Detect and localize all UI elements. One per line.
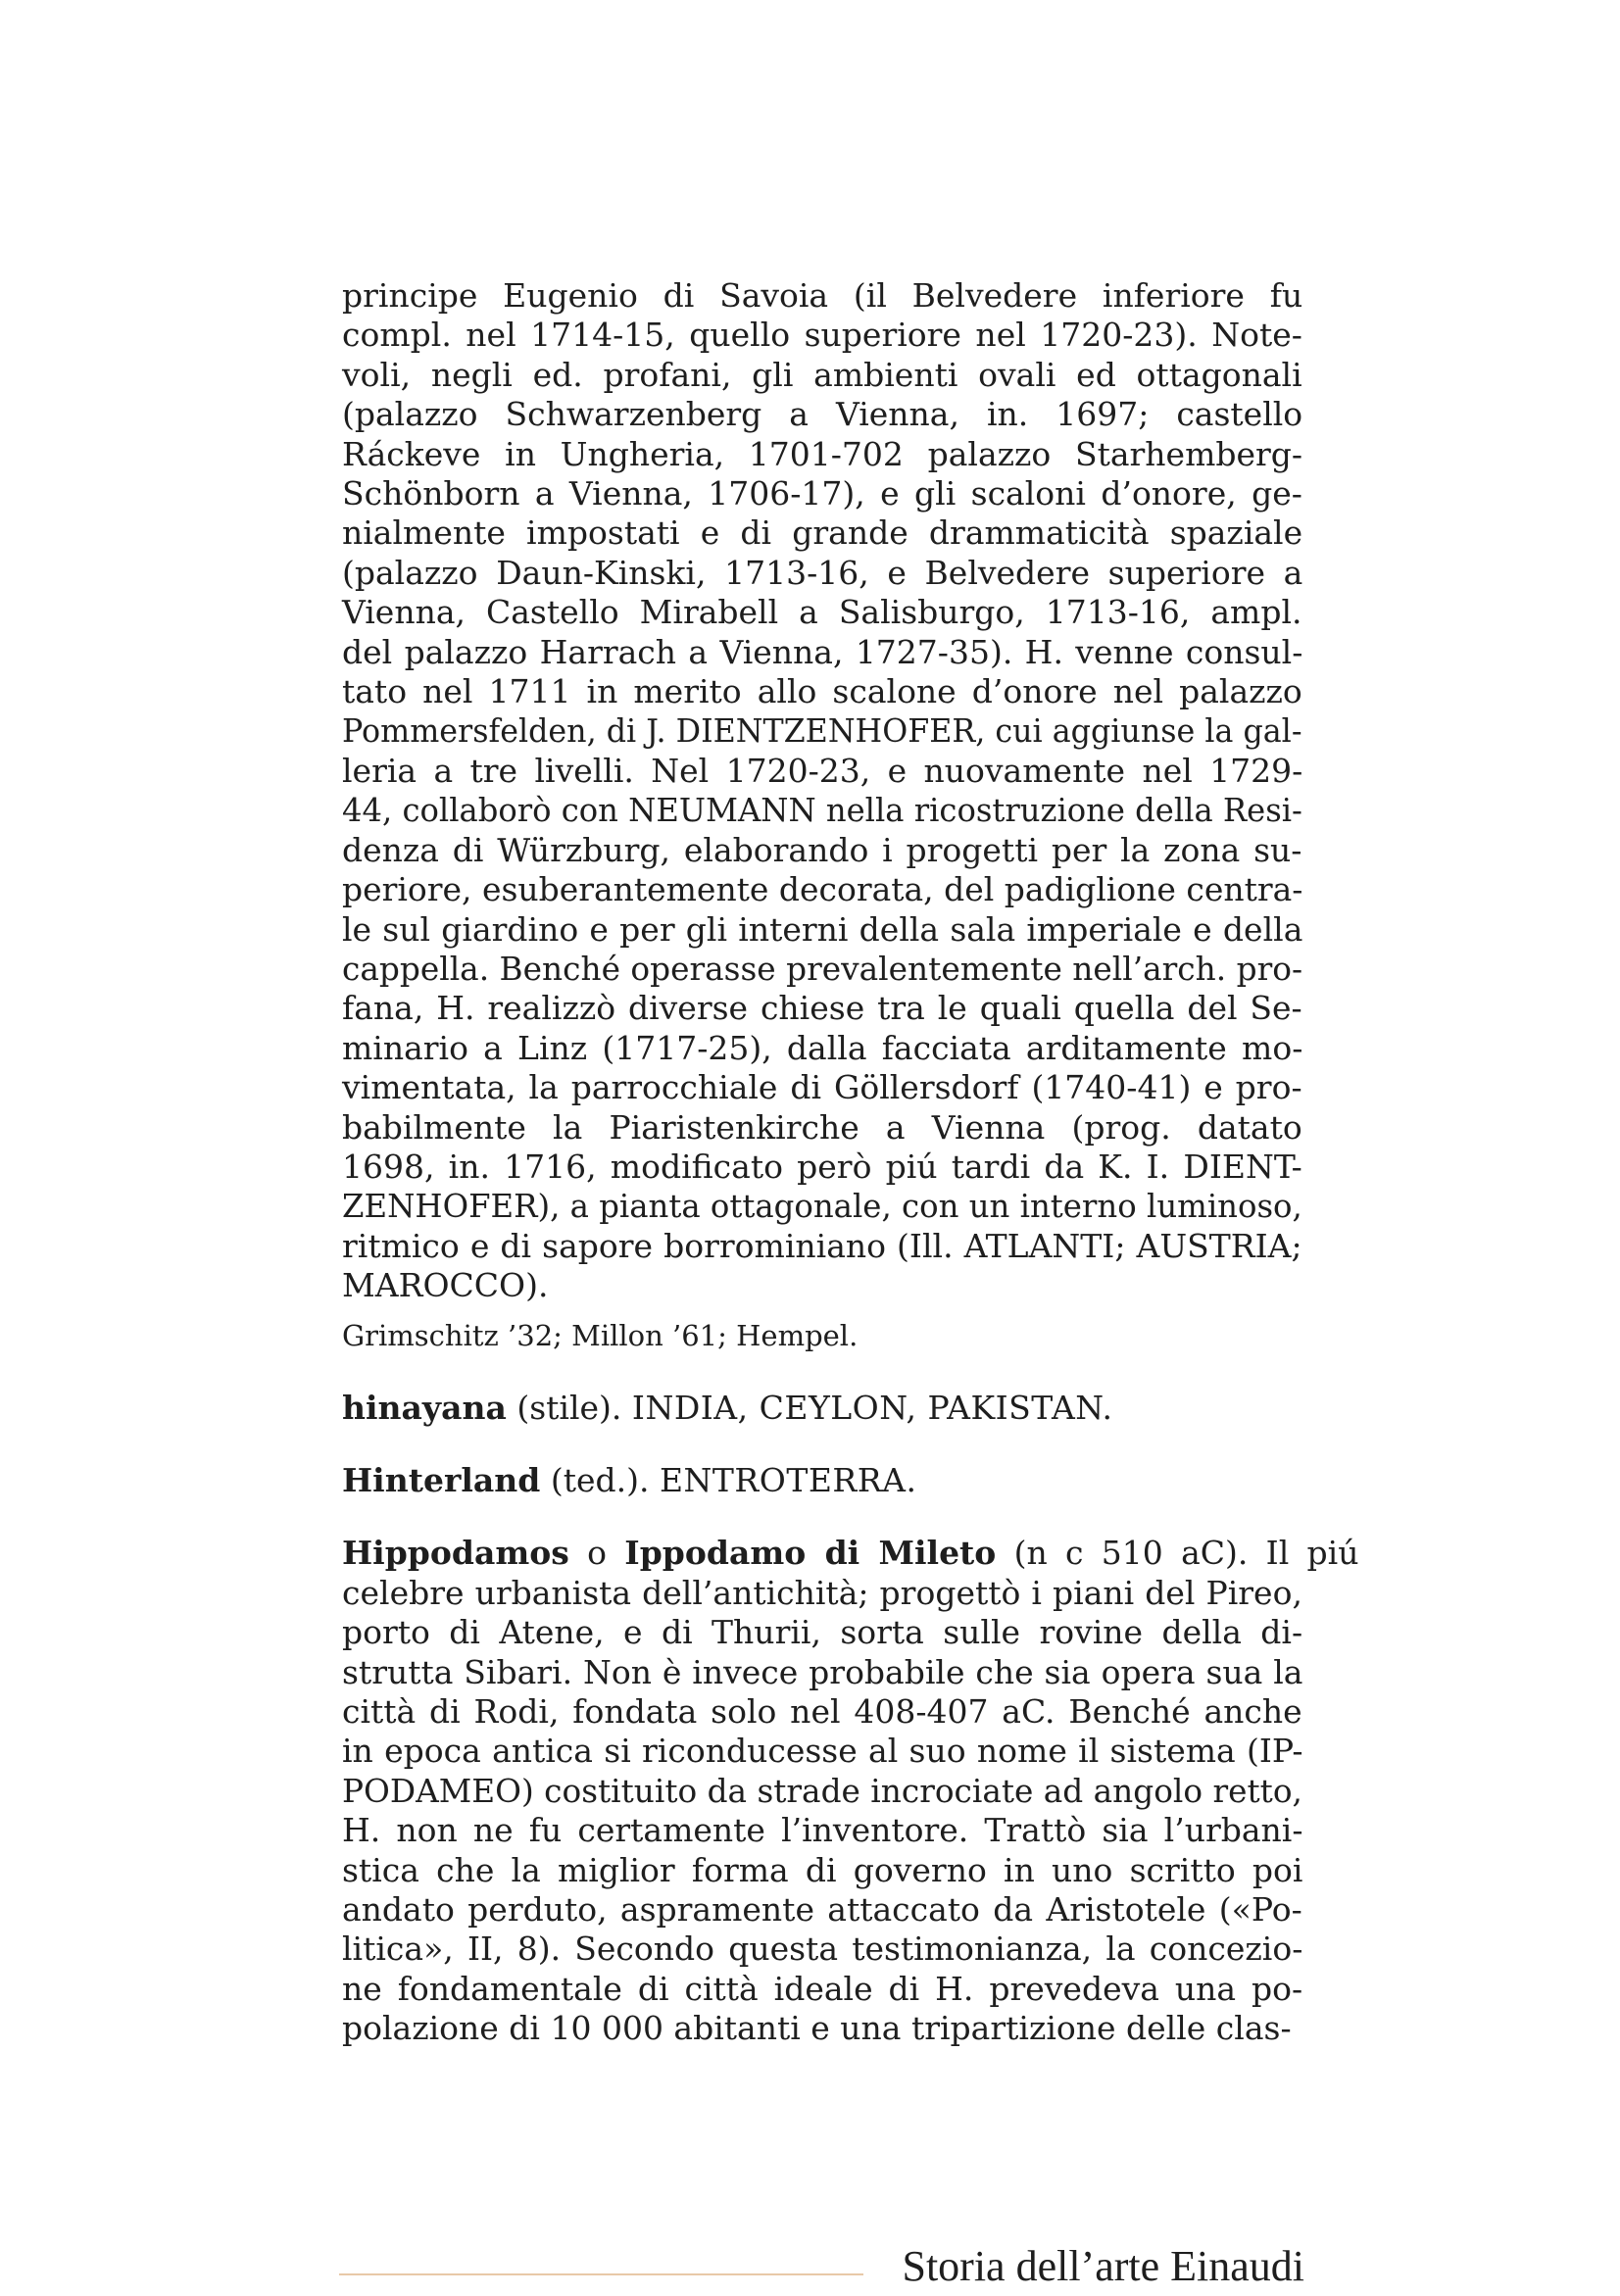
text-line: tato nel 1711 in merito allo scalone d’onore nel palazzo — [342, 672, 1302, 711]
text-line: porto di Atene, e di Thurii, sorta sulle rovine della di- — [342, 1613, 1303, 1652]
text-line: MAROCCO). — [342, 1266, 549, 1305]
entry-qualifier: (ted.). — [540, 1460, 660, 1499]
footer-title: Storia dell’arte Einaudi — [902, 2242, 1304, 2290]
text-line: Vienna, Castello Mirabell a Salisburgo, 1713-16, ampl. — [342, 593, 1302, 632]
entry-headword: Hinterland — [342, 1460, 541, 1499]
entry-headword: Hippodamos — [342, 1534, 569, 1573]
text-line: strutta Sibari. Non è invece probabile che sia opera sua la — [342, 1652, 1303, 1691]
text-line: cappella. Benché operasse prevalentemente nell’arch. pro- — [342, 949, 1303, 988]
text-line: compl. nel 1714-15, quello superiore nel 1720-23). Note- — [342, 316, 1302, 355]
continuation-paragraph — [342, 276, 1302, 1306]
text-line: fana, H. realizzò diverse chiese tra le quali quella del Se- — [342, 989, 1302, 1028]
entry-text: (n c 510 aC). Il piú — [996, 1534, 1359, 1573]
text-line: principe Eugenio di Savoia (il Belvedere inferiore fu — [342, 276, 1303, 315]
entry-connector: o — [568, 1534, 625, 1573]
page-footer — [339, 2237, 1304, 2296]
footer-rule — [339, 2273, 863, 2275]
text-line: del palazzo Harrach a Vienna, 1727-35). H. venne consul- — [342, 632, 1303, 671]
text-line: leria a tre livelli. Nel 1720-23, e nuovamente nel 1729- — [342, 751, 1303, 790]
text-line: ZENHOFER), a pianta ottagonale, con un interno luminoso, — [342, 1187, 1302, 1226]
text-line: le sul giardino e per gli interni della sala imperiale e della — [342, 909, 1303, 949]
text-line: ne fondamentale di città ideale di H. prevedeva una po- — [342, 1969, 1303, 2008]
text-line: (palazzo Daun-Kinski, 1713-16, e Belvedere superiore a — [342, 553, 1303, 592]
text-line: in epoca antica si riconducesse al suo nome il sistema (IP- — [342, 1732, 1303, 1771]
text-line: stica che la miglior forma di governo in uno scritto poi — [342, 1850, 1303, 1889]
text-line: andato perduto, aspramente attaccato da Aristotele («Po- — [342, 1890, 1302, 1930]
text-line: Schönborn a Vienna, 1706-17), e gli scaloni d’onore, ge- — [342, 474, 1302, 513]
cross-reference: ENTROTERRA. — [659, 1460, 917, 1499]
entry-headword: Ippodamo di Mileto — [624, 1534, 997, 1573]
cross-reference: INDIA, CEYLON, PAKISTAN. — [631, 1388, 1113, 1427]
text-line: PODAMEO) costituito da strade incrociate ad angolo retto, — [342, 1771, 1302, 1810]
entry-qualifier: (stile). — [506, 1388, 632, 1427]
text-line — [342, 1534, 1359, 1573]
text-line: minario a Linz (1717-25), dalla facciata arditamente mo- — [342, 1028, 1303, 1067]
text-line: 44, collaborò con NEUMANN nella ricostruzione della Resi- — [342, 791, 1302, 830]
text-line: Ráckeve in Ungheria, 1701-702 palazzo Starhemberg- — [342, 434, 1303, 473]
text-line: 1698, in. 1716, modificato però piú tardi da K. I. DIENT- — [342, 1147, 1302, 1186]
entry-hippodamos — [342, 1534, 1359, 2048]
text-line: Pommersfelden, di J. DIENTZENHOFER, cui aggiunse la gal- — [342, 711, 1302, 751]
text-line: denza di Würzburg, elaborando i progetti per la zona su- — [342, 830, 1302, 869]
text-line: H. non ne fu certamente l’inventore. Trattò sia l’urbani- — [342, 1811, 1303, 1850]
text-line: vimentata, la parrocchiale di Göllersdorf (1740-41) e pro- — [342, 1068, 1302, 1107]
entry-hinayana — [342, 1389, 1302, 1428]
text-line: litica», II, 8). Secondo questa testimonianza, la concezio- — [342, 1930, 1303, 1969]
text-line: polazione di 10 000 abitanti e una tripartizione delle clas- — [342, 2009, 1292, 2048]
text-line: città di Rodi, fondata solo nel 408-407 aC. Benché anche — [342, 1692, 1302, 1731]
entry-hinterland — [342, 1461, 1302, 1500]
bibliography: Grimschitz ’32; Millon ’61; Hempel. — [342, 1318, 859, 1352]
page-text — [342, 276, 1359, 2049]
text-line: voli, negli ed. profani, gli ambienti ovali ed ottagonali — [342, 355, 1302, 394]
text-line: nialmente impostati e di grande drammaticità spaziale — [342, 513, 1303, 553]
text-line: ritmico e di sapore borrominiano (Ill. ATLANTI; AUSTRIA; — [342, 1226, 1302, 1265]
text-line: celebre urbanista dell’antichità; progettò i piani del Pireo, — [342, 1573, 1302, 1612]
entry-headword: hinayana — [342, 1388, 507, 1427]
text-line: periore, esuberantemente decorata, del padiglione centra- — [342, 870, 1303, 909]
text-line: (palazzo Schwarzenberg a Vienna, in. 1697; castello — [342, 395, 1303, 434]
text-line: babilmente la Piaristenkirche a Vienna (prog. datato — [342, 1107, 1302, 1147]
